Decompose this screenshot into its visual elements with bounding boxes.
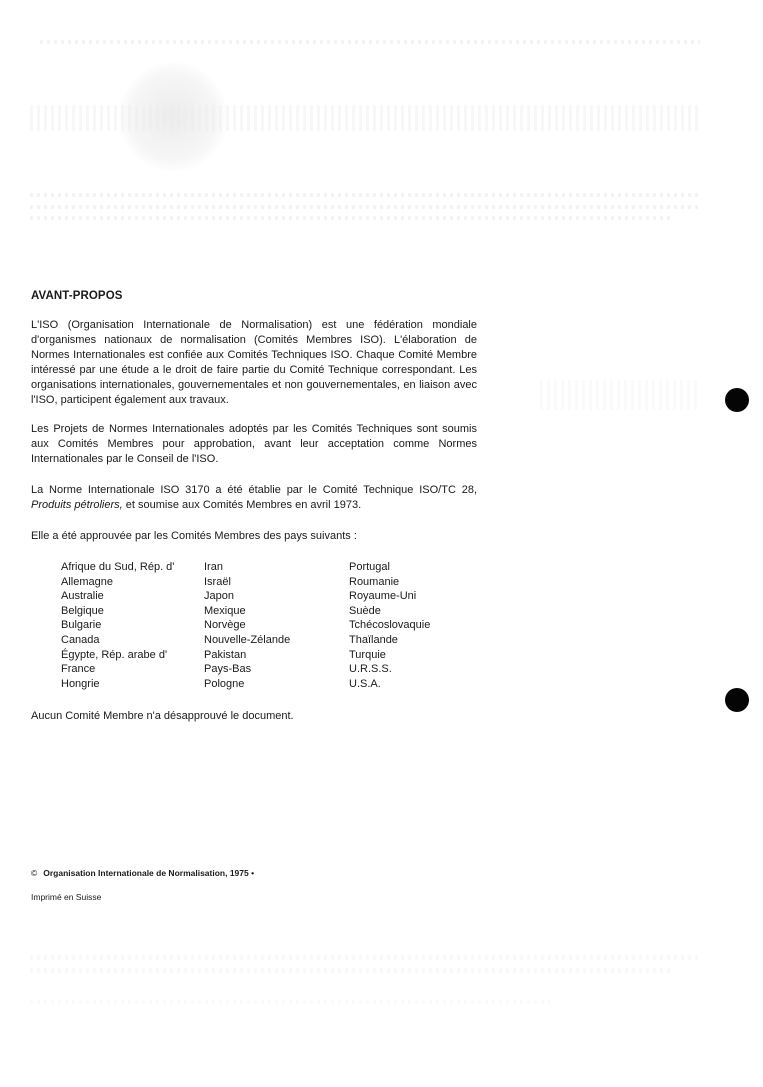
country-item: Suède [349, 604, 381, 617]
copyright-icon: © [31, 868, 38, 878]
country-item: Israël [204, 575, 231, 588]
country-item: Tchécoslovaquie [349, 619, 431, 632]
paragraph-approval: Elle a été approuvée par les Comités Membres des pays suivants : [31, 530, 357, 542]
standard-origin-date: et soumise aux Comités Membres en avril 1973. [122, 499, 362, 511]
show-through-line-1 [30, 193, 700, 197]
committee-title: Produits pétroliers, [31, 499, 123, 511]
country-item: U.R.S.S. [349, 663, 392, 676]
country-item: Pologne [204, 677, 245, 690]
country-column-3 [349, 560, 430, 691]
punch-hole-icon [725, 388, 749, 412]
country-item: Égypte, Rép. arabe d' [61, 648, 168, 661]
standard-origin-text: La Norme Internationale ISO 3170 a été établie par le Comité Technique ISO/TC 28, [31, 484, 477, 496]
country-item: Norvège [204, 619, 246, 632]
country-item: U.S.A. [349, 677, 381, 690]
country-column-1 [61, 560, 174, 691]
country-item: Allemagne [61, 575, 113, 588]
country-item: Portugal [349, 561, 390, 573]
country-column-2 [204, 560, 290, 691]
show-through-title [30, 105, 700, 131]
country-item: Iran [204, 561, 223, 573]
country-item: Hongrie [61, 677, 100, 690]
show-through-line-2 [30, 205, 700, 209]
country-item: Belgique [61, 604, 104, 617]
printed-in: Imprimé en Suisse [31, 892, 102, 902]
paragraph-standard-origin [31, 483, 477, 513]
paragraph-no-disapproval: Aucun Comité Membre n'a désapprouvé le document. [31, 710, 294, 722]
country-item: Afrique du Sud, Rép. d' [61, 561, 175, 573]
country-item: Japon [204, 590, 234, 603]
paragraph-draft-standards: Les Projets de Normes Internationales adoptés par les Comités Techniques sont soumis aux Comités Membres pour approbation, avant leur acceptation comme Normes Internationales par le Conseil de l'ISO. [31, 423, 477, 465]
country-item: Australie [61, 590, 104, 603]
country-item: Thaïlande [349, 633, 398, 646]
country-item: Roumanie [349, 575, 400, 588]
show-through-bottom-1 [30, 955, 700, 960]
country-item: Nouvelle-Zélande [204, 633, 291, 646]
punch-hole-icon [725, 688, 749, 712]
country-item: Canada [61, 633, 100, 646]
show-through-line-top [40, 40, 700, 44]
section-heading: AVANT-PROPOS [31, 290, 123, 302]
show-through-bottom-2 [30, 968, 670, 973]
copyright-line [31, 868, 254, 878]
show-through-line-3 [30, 216, 670, 220]
country-item: Turquie [349, 648, 386, 661]
country-item: Royaume-Uni [349, 590, 417, 603]
show-through-bottom-3 [30, 1000, 550, 1004]
paragraph-iso-intro: L'ISO (Organisation Internationale de Normalisation) est une fédération mondiale d'organismes nationaux de normalisation (Comités Membres ISO). L'élaboration de Normes Internationales est confiée aux Comités Techniques ISO. Chaque Comité Membre intéressé par une étude a le droit de faire partie du Comité Technique correspondant. Les organisations internationales, gouvernementales et non gouvernementales, en liaison avec l'ISO, participent également aux travaux. [31, 319, 477, 406]
show-through-right-block [540, 380, 700, 410]
country-item: Pakistan [204, 648, 247, 661]
country-item: Mexique [204, 604, 246, 617]
copyright-text: Organisation Internationale de Normalisation, 1975 • [43, 868, 255, 878]
country-item: France [61, 663, 96, 676]
country-item: Bulgarie [61, 619, 102, 632]
country-item: Pays-Bas [204, 663, 252, 676]
